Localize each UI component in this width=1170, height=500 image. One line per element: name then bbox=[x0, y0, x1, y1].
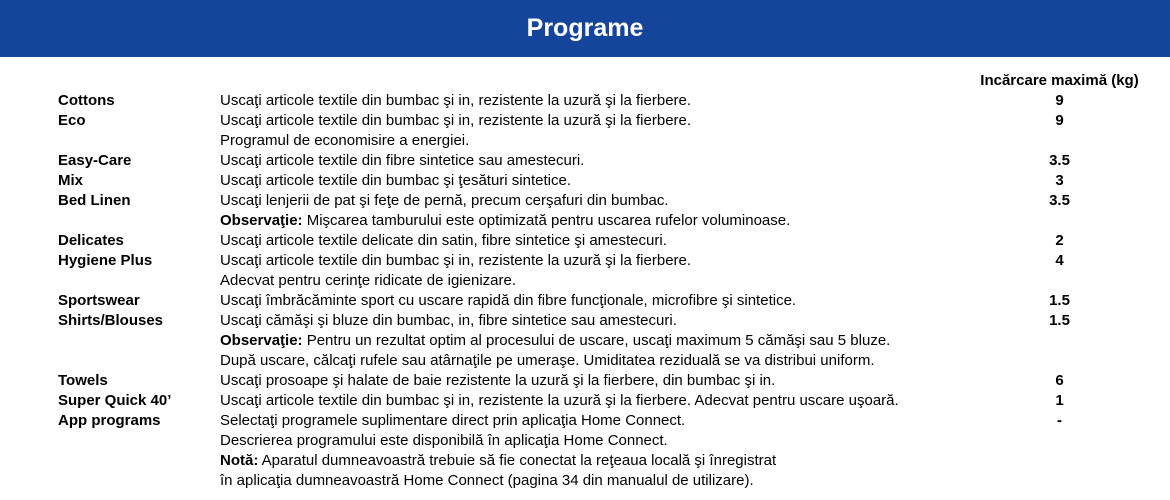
program-max-load: 6 bbox=[1055, 372, 1064, 389]
program-name: App programs bbox=[58, 412, 161, 429]
page-title: Programe bbox=[526, 14, 644, 42]
program-row bbox=[58, 191, 1152, 231]
description-line: Uscaţi articole textile din bumbac şi in, rezistente la uzură şi la fierbere. bbox=[220, 112, 692, 129]
program-max-load: 9 bbox=[1055, 112, 1064, 129]
program-row bbox=[58, 311, 1152, 371]
program-max-load: - bbox=[1057, 412, 1062, 429]
program-max-load: 2 bbox=[1055, 232, 1064, 249]
description-line: Programul de economisire a energiei. bbox=[220, 132, 470, 149]
program-row bbox=[58, 91, 1152, 111]
program-name: Cottons bbox=[58, 92, 115, 109]
description-line: Observaţie: Pentru un rezultat optim al procesului de uscare, uscaţi maximum 5 cămăşi sau 5 bluze. bbox=[220, 332, 891, 349]
program-max-load: 3 bbox=[1055, 172, 1064, 189]
program-max-load: 3.5 bbox=[1049, 192, 1070, 209]
program-name: Hygiene Plus bbox=[58, 252, 153, 269]
programs-table bbox=[0, 57, 1170, 491]
description-line: Descrierea programului este disponibilă în aplicaţia Home Connect. bbox=[220, 432, 668, 449]
program-description bbox=[220, 151, 967, 171]
program-max-load: 1.5 bbox=[1049, 292, 1070, 309]
section-header-bar bbox=[0, 0, 1170, 57]
description-line: Notă: Aparatul dumneavoastră trebuie să fie conectat la reţeaua locală şi înregistrat bbox=[220, 452, 777, 469]
program-name: Super Quick 40’ bbox=[58, 392, 172, 409]
program-description bbox=[220, 411, 967, 491]
program-description bbox=[220, 371, 967, 391]
program-max-load: 9 bbox=[1055, 92, 1064, 109]
program-name: Eco bbox=[58, 112, 86, 129]
program-row bbox=[58, 371, 1152, 391]
description-column-header-spacer bbox=[220, 71, 967, 91]
description-line: Uscaţi articole textile din bumbac şi in, rezistente la uzură şi la fierbere. bbox=[220, 92, 692, 109]
program-name: Bed Linen bbox=[58, 192, 131, 209]
description-line: Uscaţi articole textile din bumbac şi in, rezistente la uzură şi la fierbere. bbox=[220, 252, 692, 269]
description-line: Selectaţi programele suplimentare direct prin aplicaţia Home Connect. bbox=[220, 412, 686, 429]
description-line: Uscaţi îmbrăcăminte sport cu uscare rapidă din fibre funcţionale, microfibre şi sintetice. bbox=[220, 292, 797, 309]
program-row bbox=[58, 151, 1152, 171]
description-line: Uscaţi articole textile din fibre sintetice sau amestecuri. bbox=[220, 152, 585, 169]
program-description bbox=[220, 191, 967, 231]
program-row bbox=[58, 231, 1152, 251]
program-name: Sportswear bbox=[58, 292, 140, 309]
program-name: Easy-Care bbox=[58, 152, 132, 169]
program-description bbox=[220, 311, 967, 371]
program-row bbox=[58, 111, 1152, 151]
program-description bbox=[220, 291, 967, 311]
program-name: Delicates bbox=[58, 232, 124, 249]
description-line: Uscaţi cămăşi şi bluze din bumbac, in, fibre sintetice sau amestecuri. bbox=[220, 312, 677, 329]
program-description bbox=[220, 91, 967, 111]
program-max-load: 4 bbox=[1055, 252, 1064, 269]
program-row bbox=[58, 251, 1152, 291]
program-name: Mix bbox=[58, 172, 84, 189]
program-row bbox=[58, 391, 1152, 411]
table-header-row bbox=[58, 71, 1152, 91]
description-line: Observaţie: Mişcarea tamburului este optimizată pentru uscarea rufelor voluminoase. bbox=[220, 212, 791, 229]
program-description bbox=[220, 391, 967, 411]
program-row bbox=[58, 411, 1152, 491]
description-line: Uscaţi prosoape şi halate de baie rezistente la uzură şi la fierbere, din bumbac şi in. bbox=[220, 372, 776, 389]
description-line: Uscaţi articole textile din bumbac şi in, rezistente la uzură şi la fierbere. Adecvat pentru uscare uşoară. bbox=[220, 392, 899, 409]
program-name: Shirts/Blouses bbox=[58, 312, 164, 329]
program-name: Towels bbox=[58, 372, 108, 389]
program-description bbox=[220, 171, 967, 191]
program-rows bbox=[58, 91, 1152, 491]
program-description bbox=[220, 231, 967, 251]
description-line: în aplicaţia dumneavoastră Home Connect (pagina 34 din manualul de utilizare). bbox=[220, 472, 754, 489]
program-max-load: 3.5 bbox=[1049, 152, 1070, 169]
name-column-header-spacer bbox=[58, 71, 220, 91]
load-column-header: Incărcare maximă (kg) bbox=[980, 72, 1139, 89]
program-description bbox=[220, 111, 967, 151]
description-line: Uscaţi articole textile din bumbac şi ţesături sintetice. bbox=[220, 172, 571, 189]
description-line: Uscaţi lenjerii de pat şi feţe de pernă, precum cerşafuri din bumbac. bbox=[220, 192, 669, 209]
description-line: După uscare, călcaţi rufele sau atârnaţile pe umeraşe. Umiditatea reziduală se va distribui uniform. bbox=[220, 352, 875, 369]
description-line: Uscaţi articole textile delicate din satin, fibre sintetice şi amestecuri. bbox=[220, 232, 667, 249]
program-max-load: 1.5 bbox=[1049, 312, 1070, 329]
description-line: Adecvat pentru cerinţe ridicate de igienizare. bbox=[220, 272, 517, 289]
program-description bbox=[220, 251, 967, 291]
program-row bbox=[58, 171, 1152, 191]
program-row bbox=[58, 291, 1152, 311]
program-max-load: 1 bbox=[1055, 392, 1064, 409]
